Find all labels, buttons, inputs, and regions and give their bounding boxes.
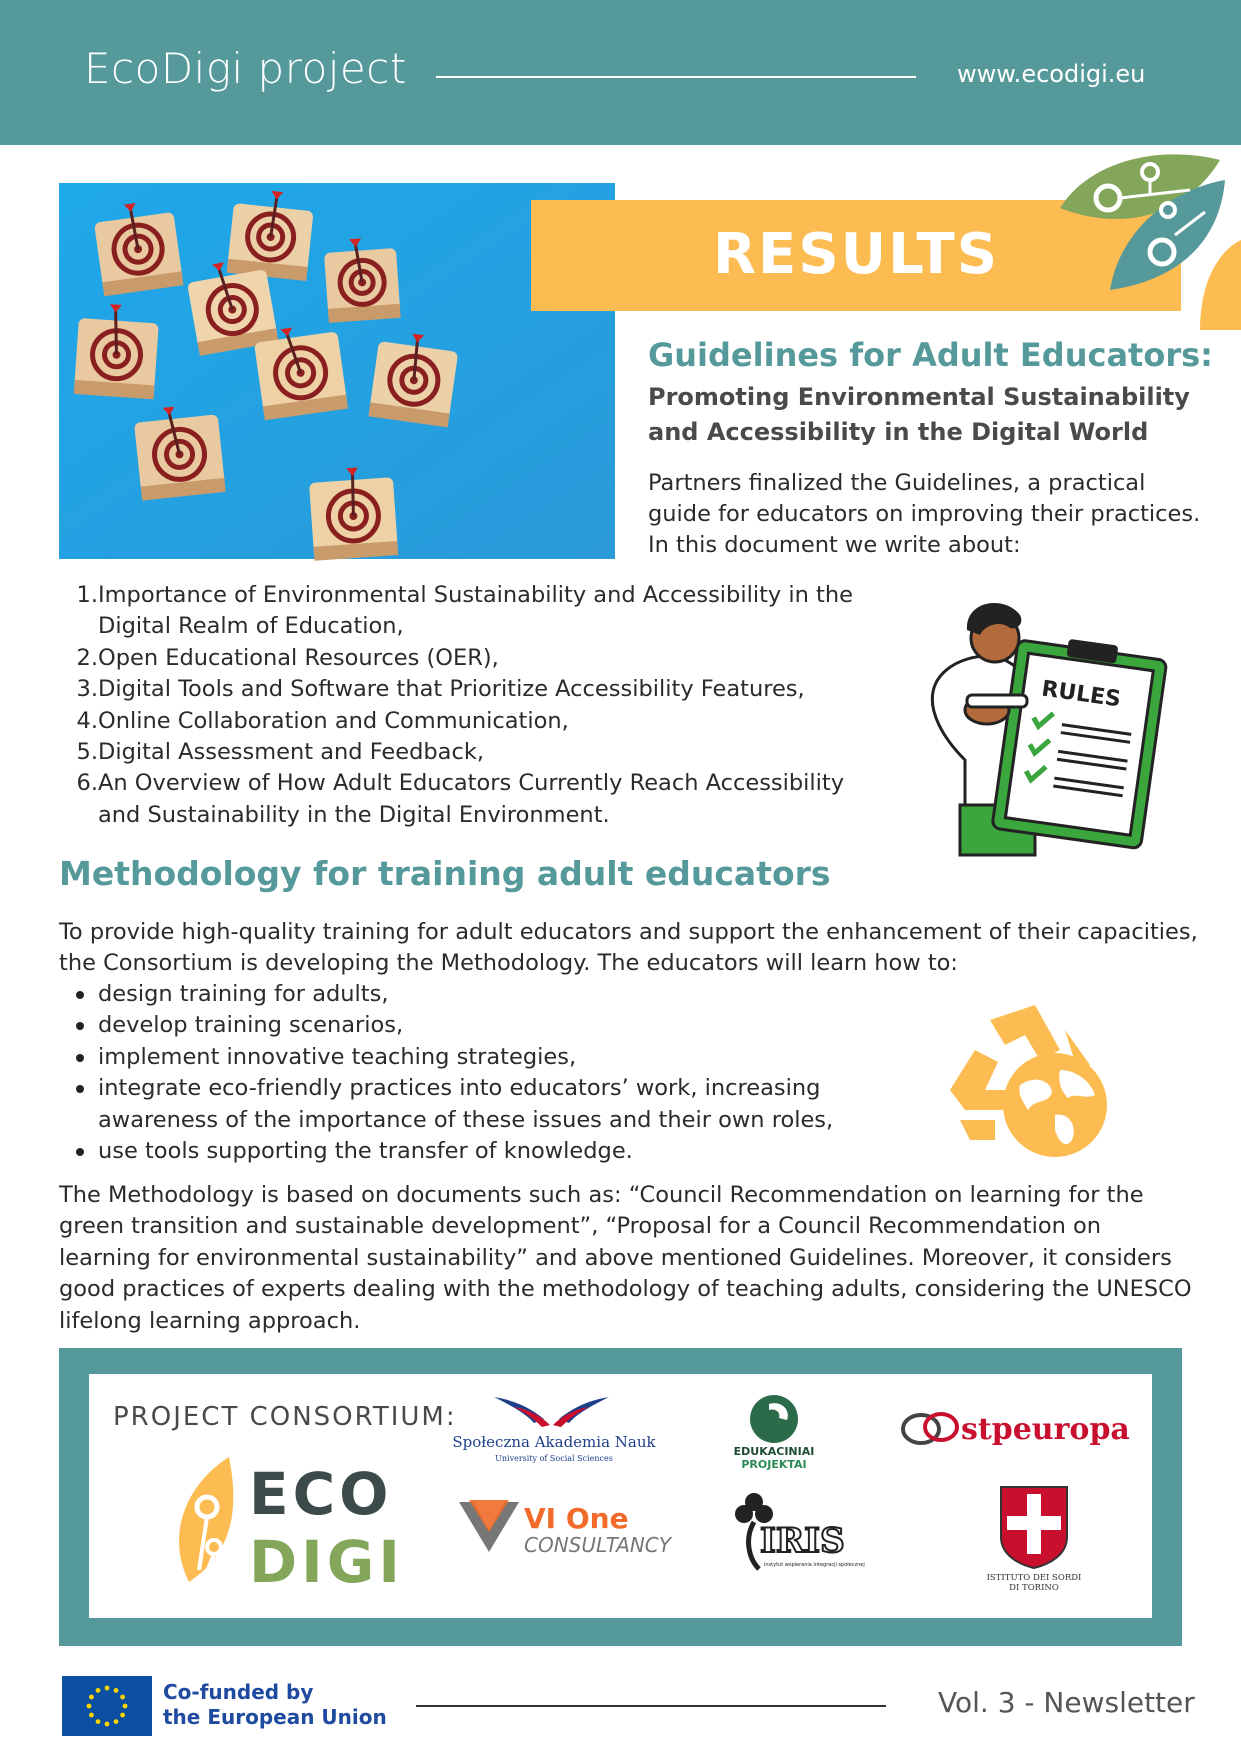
consortium-box <box>59 1348 1182 1646</box>
iris-sub: instytut wspierania integracji społecznej <box>764 1562 865 1568</box>
list-text: Open Educational Resources (OER), <box>98 644 499 671</box>
list-item <box>70 706 870 737</box>
stpeuropa-text: stpeuropa <box>961 1412 1130 1447</box>
consortium-title: PROJECT CONSORTIUM: <box>113 1402 457 1432</box>
ecodigi-logo <box>169 1452 404 1596</box>
list-item <box>70 768 870 831</box>
list-item <box>70 737 870 768</box>
list-text: Importance of Environmental Sustainability and Accessibility in the Digital Realm of Education, <box>98 582 853 640</box>
list-number: 6. <box>76 770 98 797</box>
bullet-icon <box>70 1136 98 1167</box>
san-logo-sub: University of Social Sciences <box>495 1454 613 1463</box>
list-text: An Overview of How Adult Educators Currently Reach Accessibility and Sustainability in the Digital Environment. <box>98 770 845 828</box>
list-number: 5. <box>76 739 98 766</box>
list-item <box>70 1073 900 1136</box>
iris-logo <box>724 1484 864 1574</box>
methodology-body: The Methodology is based on documents such as: “Council Recommendation on learning for the green transition and sustainable development”, “Proposal for a Council Recommendation on learning for environmental sustainability” and above mentioned Guidelines. Moreover, it considers good practices of experts dealing with the methodology of teaching adults, considering the UNESCO lifelong learning approach. <box>59 1182 1192 1334</box>
bullet-icon <box>70 1010 98 1041</box>
list-text: design training for adults, <box>98 981 389 1007</box>
guidelines-subheading: Promoting Environmental Sustainability and Accessibility in the Digital World <box>648 383 1190 446</box>
edukaciniai-logo <box>719 1392 829 1472</box>
leaves-icon <box>1050 140 1241 330</box>
rules-clipboard-illustration <box>905 590 1180 865</box>
list-number: 1. <box>76 582 98 608</box>
footer-divider <box>416 1705 886 1707</box>
eu-line1: Co-funded by <box>163 1680 314 1704</box>
list-text: Online Collaboration and Communication, <box>98 707 569 734</box>
methodology-intro: To provide high-quality training for adult educators and support the enhancement of their capacities, the Consortium is developing the Methodology. The educators will learn how to: <box>59 919 1198 976</box>
vione-logo <box>449 1492 689 1572</box>
list-text: develop training scenarios, <box>98 1012 404 1039</box>
vione-line2: CONSULTANCY <box>524 1533 671 1557</box>
eu-line2: the European Union <box>163 1705 387 1729</box>
newsletter-volume: Vol. 3 - Newsletter <box>938 1686 1195 1719</box>
eu-cofunded-text <box>163 1680 387 1730</box>
header-bar <box>0 0 1241 145</box>
list-text: integrate eco-friendly practices into educators’ work, increasing awareness of the importance of these issues and their own roles, <box>98 1075 834 1133</box>
project-title: EcoDigi project <box>84 44 407 93</box>
guidelines-heading: Guidelines for Adult Educators: <box>648 336 1213 374</box>
guidelines-intro: Partners finalized the Guidelines, a practical guide for educators on improving their practices. In this document we write about: <box>648 470 1201 558</box>
list-text: Digital Tools and Software that Prioritize Accessibility Features, <box>98 676 805 703</box>
bullet-icon <box>70 1042 98 1073</box>
rules-label: RULES <box>1039 676 1123 713</box>
results-banner-label: RESULTS <box>712 222 1000 287</box>
iris-name: IRIS <box>760 1521 845 1561</box>
bullet-icon <box>70 1073 98 1136</box>
edukaciniai-line1: EDUKACINIAI <box>733 1445 815 1458</box>
list-item <box>70 580 870 643</box>
list-text: use tools supporting the transfer of knowledge. <box>98 1138 633 1165</box>
list-number: 2. <box>76 644 98 671</box>
header-divider <box>436 76 916 78</box>
san-logo-name: Społeczna Akademia Nauk <box>452 1433 656 1451</box>
website-link[interactable]: www.ecodigi.eu <box>957 60 1146 88</box>
sordi-torino-logo <box>979 1482 1089 1592</box>
edukaciniai-line2: PROJEKTAI <box>741 1458 807 1471</box>
ecodigi-logo-digi: DIGI <box>249 1528 404 1596</box>
bullet-icon <box>70 979 98 1010</box>
methodology-bullets <box>70 979 900 1167</box>
san-logo <box>434 1389 674 1469</box>
vione-line1: VI One <box>524 1502 629 1535</box>
recycle-globe-icon <box>940 1000 1120 1165</box>
sordi-line2: DI TORINO <box>1009 1583 1059 1593</box>
list-text: implement innovative teaching strategies, <box>98 1043 577 1070</box>
list-item <box>70 1136 900 1167</box>
consortium-panel <box>89 1374 1152 1618</box>
stpeuropa-logo <box>899 1399 1129 1459</box>
list-item <box>70 979 900 1010</box>
guidelines-topics-list <box>70 580 870 831</box>
list-number: 4. <box>76 707 98 734</box>
methodology-heading: Methodology for training adult educators <box>59 854 831 893</box>
eu-flag-icon <box>62 1676 152 1736</box>
sordi-line1: ISTITUTO DEI SORDI <box>986 1573 1082 1583</box>
list-number: 3. <box>76 676 98 703</box>
list-item <box>70 1042 900 1073</box>
list-item <box>70 674 870 705</box>
list-item <box>70 1010 900 1041</box>
ecodigi-logo-eco: ECO <box>249 1460 393 1528</box>
list-text: Digital Assessment and Feedback, <box>98 739 485 766</box>
list-item <box>70 643 870 674</box>
